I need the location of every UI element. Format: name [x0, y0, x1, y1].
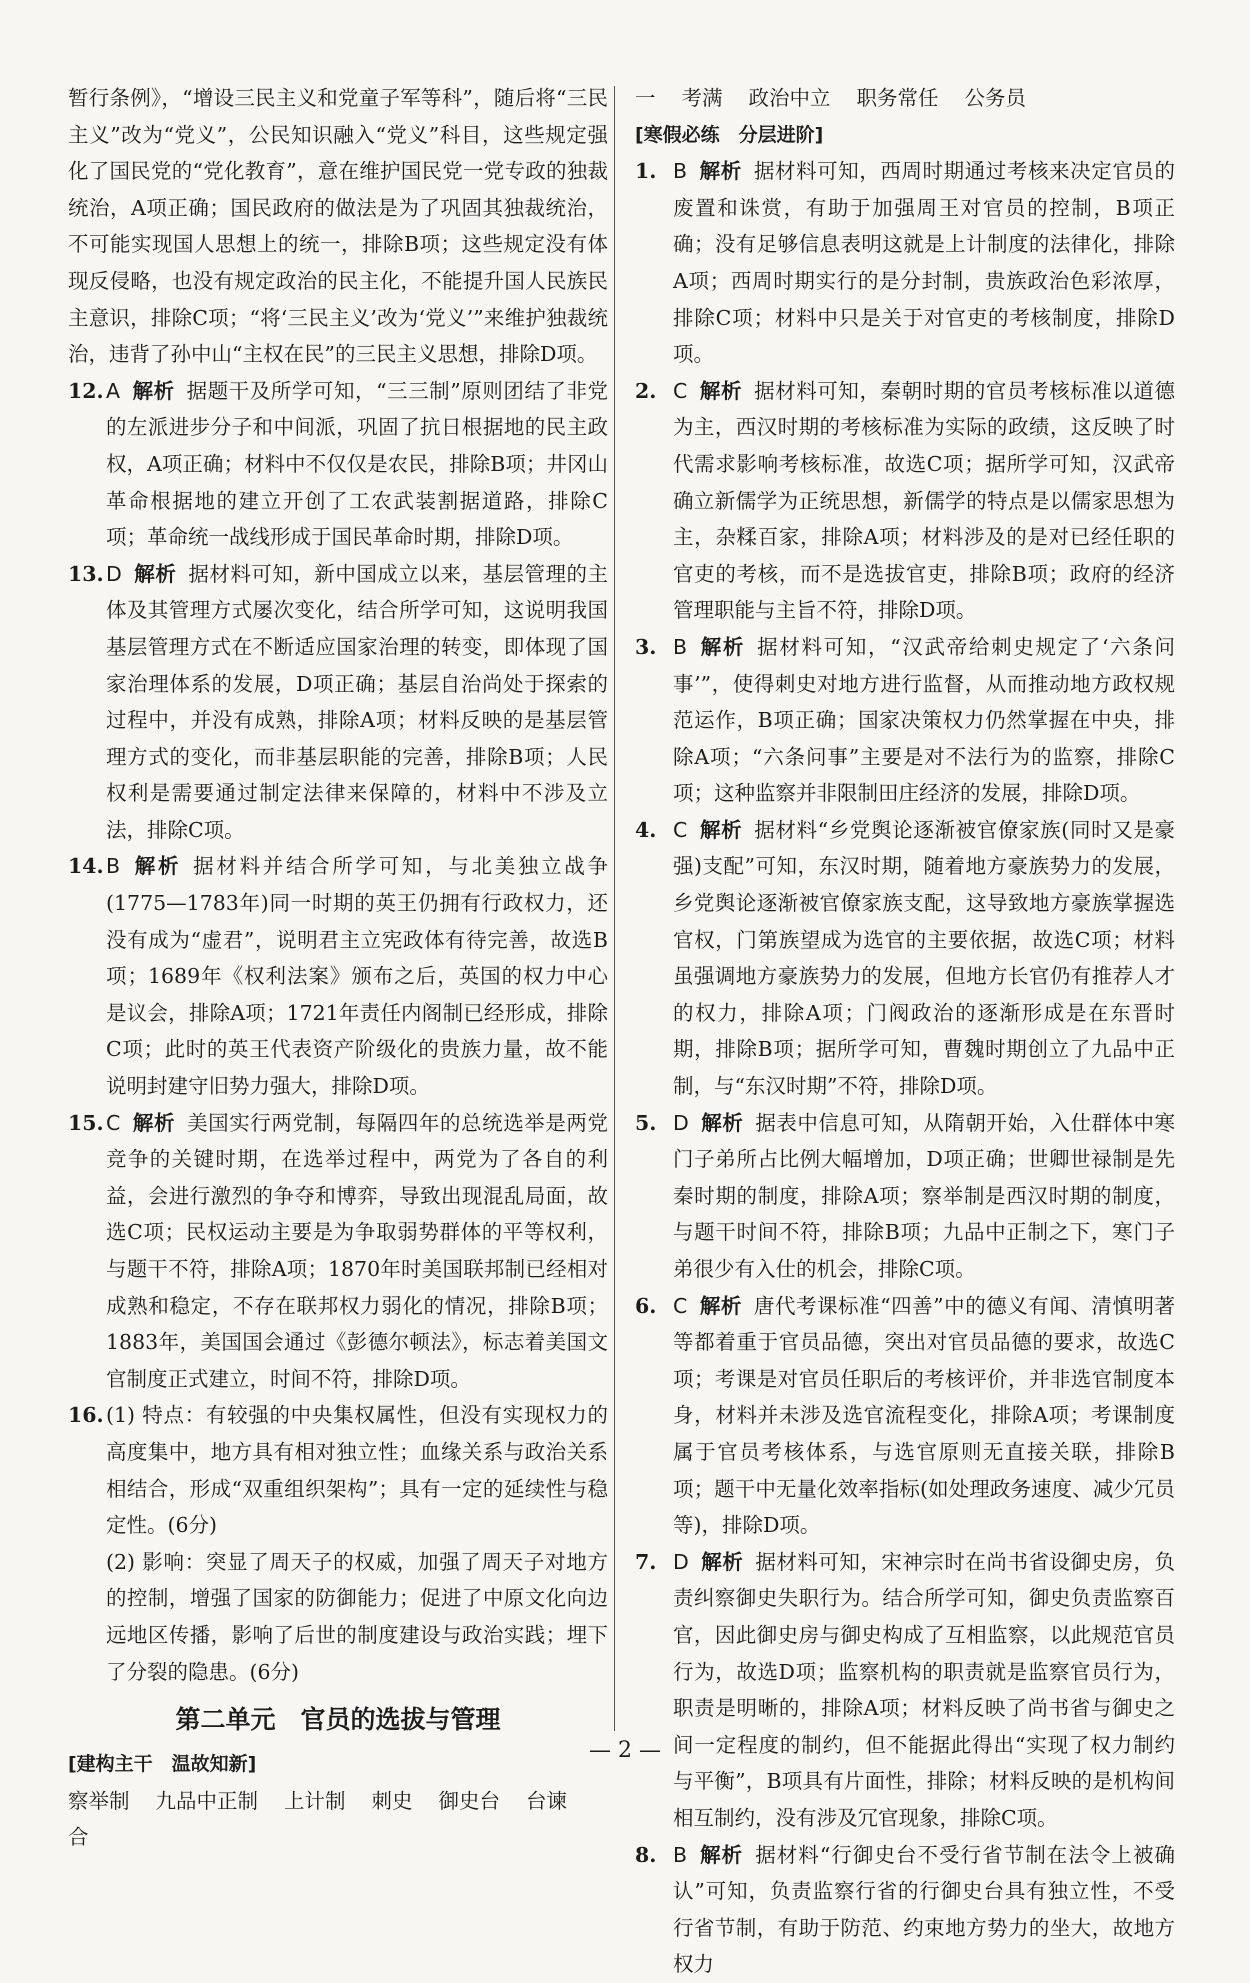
answer-letter: B: [106, 854, 121, 879]
item-number: 6.: [635, 1293, 657, 1318]
key-term: 台谏合: [68, 1788, 567, 1850]
answer-letter: B: [673, 634, 688, 659]
answer-letter: C: [106, 1110, 121, 1135]
item-number: 5.: [635, 1110, 657, 1135]
key-term: 上计制: [284, 1788, 346, 1813]
answer-item-13: [68, 556, 608, 849]
key-term: 察举制: [68, 1788, 130, 1813]
answer-letter: A: [106, 378, 121, 403]
unit-title: 第二单元 官员的选拔与管理: [175, 1705, 501, 1735]
item-number: 15.: [68, 1110, 104, 1135]
analysis-tag: 解析: [699, 634, 746, 659]
key-term: 九品中正制: [155, 1788, 258, 1813]
item-number: 3.: [635, 634, 657, 659]
item-number: 4.: [635, 817, 657, 842]
answer-letter: D: [106, 561, 122, 586]
analysis-tag: 解析: [132, 378, 175, 403]
right-column: [635, 80, 1175, 1983]
answer-item-6: [635, 1288, 1175, 1544]
analysis-tag: 解析: [133, 561, 177, 586]
analysis-text: 据材料“乡党舆论逐渐被官僚家族(同时又是豪强)支配”可知，东汉时期，随着地方豪族势力的发展，乡党舆论逐渐被官僚家族支配，这导致地方豪族掌握选官权，门第族望成为选官的主要依据，故选C项；材料虽强调地方豪族势力的发展，但地方长官仍有推荐人才的权力，排除A项；门阀政治的逐渐形成是在东晋时期，排除B项；据所学可知，曹魏时期创立了九品中正制，与“东汉时期”不符，排除D项。: [673, 817, 1175, 1099]
analysis-tag: 解析: [132, 854, 182, 879]
item-number: 14.: [68, 854, 104, 879]
analysis-text: 据材料可知，秦朝时期的官员考核标准以道德为主，西汉时期的考核标准为实际的政绩，这反映了时代需求影响考核标准，故选C项；据所学可知，汉武帝确立新儒学为正统思想，新儒学的特点是以儒家思想为主，杂糅百家，排除A项；材料涉及的是对已经任职的官吏的考核，而不是选拔官吏，排除B项；政府的经济管理职能与主旨不符，排除D项。: [673, 378, 1176, 623]
answer-item-2: [635, 373, 1175, 629]
section-heading-practice: [寒假必练 分层进阶]: [635, 123, 824, 146]
column-divider: [614, 86, 615, 1731]
analysis-tag: 解析: [699, 1293, 742, 1318]
analysis-tag: 解析: [132, 1110, 176, 1135]
item-number: 1.: [635, 159, 657, 184]
analysis-text: 据材料可知，新中国成立以来，基层管理的主体及其管理方式屡次变化，结合所学可知，这说明我国基层管理方式在不断适应国家治理的转变，即体现了国家治理体系的发展，D项正确；基层自治尚处于探索的过程中，并没有成熟，排除A项；材料反映的是基层管理方式的变化，而非基层职能的完善，排除B项；人民权利是需要通过制定法律来保障的，材料中不涉及立法，排除C项。: [106, 561, 609, 842]
analysis-tag: 解析: [699, 378, 743, 403]
key-terms-line: [68, 1783, 608, 1856]
key-term: 公务员: [964, 86, 1026, 110]
analysis-text: 据题干及所学可知，“三三制”原则团结了非党的左派进步分子和中间派，巩固了抗日根据地的民主政权，A项正确；材料中不仅仅是农民，排除B项；井冈山革命根据地的建立开创了工农武装割据道路，排除C项；革命统一战线形成于国民革命时期，排除D项。: [106, 378, 609, 550]
analysis-text: 据材料可知，宋神宗时在尚书省设御史房，负责纠察御史失职行为。结合所学可知，御史负责监察百官，因此御史房与御史构成了互相监察，以此规范官员行为，故选D项；监察机构的职责就是监察官员行为，职责是明晰的，排除A项；材料反映了尚书省与御史之间一定程度的制约，但不能据此得出“实现了权力制约与平衡”，B项具有片面性，排除；材料反映的是机构间相互制约，没有涉及冗官现象，排除C项。: [673, 1549, 1176, 1830]
answer-item-4: [635, 812, 1175, 1105]
analysis-text: 据材料并结合所学可知，与北美独立战争(1775—1783年)同一时期的英王仍拥有行政权力，还没有成为“虚君”，说明君主立宪政体有待完善，故选B项；1689年《权利法案》颁布之后，英国的权力中心是议会，排除A项；1721年责任内阁制已经形成，排除C项；此时的英王代表资产阶级化的贵族力量，故不能说明封建守旧势力强大，排除D项。: [106, 854, 609, 1099]
q16-part2: (2) 影响：突显了周天子的权威，加强了周天子对地方的控制，增强了国家的防御能力；促进了中原文化向边远地区传播，影响了后世的制度建设与政治实践；埋下了分裂的隐患。(6分): [106, 1549, 608, 1684]
item-number: 2.: [635, 378, 657, 403]
item-number: 13.: [68, 561, 104, 586]
analysis-tag: 解析: [699, 817, 743, 842]
analysis-text: 据表中信息可知，从隋朝开始，入仕群体中寒门子弟所占比例大幅增加，D项正确；世卿世禄制是先秦时期的制度，排除A项；察举制是西汉时期的制度，与题干时间不符，排除B项；九品中正制之下，寒门子弟很少有入仕的机会，排除C项。: [673, 1110, 1176, 1281]
key-term: 刺史: [371, 1788, 413, 1813]
answer-letter: B: [673, 1842, 688, 1867]
answer-letter: B: [673, 159, 688, 184]
analysis-tag: 解析: [699, 1842, 744, 1867]
item-number: 7.: [635, 1549, 657, 1574]
answer-item-3: [635, 629, 1175, 812]
page-number: — 2 —: [589, 1738, 661, 1763]
key-terms-line-continued: [635, 80, 1175, 117]
analysis-text: 据材料可知，“汉武帝给刺史规定了‘六条问事’”，使得刺史对地方进行监督，从而推动地方政权规范运作，B项正确；国家决策权力仍然掌握在中央，排除A项；“六条问事”主要是对不法行为的监察，排除C项；这种监察并非限制田庄经济的发展，排除D项。: [673, 634, 1176, 806]
key-term: 职务常任: [856, 86, 939, 110]
answer-letter: D: [673, 1110, 689, 1135]
answer-item-8: [635, 1837, 1175, 1983]
analysis-text: 据材料可知，西周时期通过考核来决定官员的废置和诛赏，有助于加强周王对官员的控制，B项正确；没有足够信息表明这就是上计制度的法律化，排除A项；西周时期实行的是分封制，贵族政治色彩浓厚，排除C项；材料中只是关于对官吏的考核制度，排除D项。: [673, 159, 1176, 367]
answer-item-5: [635, 1105, 1175, 1288]
key-term: 政治中立: [748, 86, 831, 110]
section-heading-review: [建构主干 温故知新]: [68, 1753, 257, 1776]
answer-item-7: [635, 1544, 1175, 1837]
answer-item-12: [68, 373, 608, 556]
item-number: 12.: [68, 378, 104, 403]
answer-item-1: [635, 153, 1175, 373]
analysis-text: 据材料“行御史台不受行省节制在法令上被确认”可知，负责监察行省的行御史台具有独立性，不受行省节制，有助于防范、约束地方势力的坐大，故地方权力: [673, 1842, 1176, 1977]
key-term: 一: [635, 86, 656, 110]
answer-item-16: [68, 1397, 608, 1690]
analysis-tag: 解析: [700, 1549, 744, 1574]
answer-letter: D: [673, 1549, 689, 1574]
answer-item-15: [68, 1105, 608, 1398]
item-number: 16.: [68, 1403, 104, 1428]
answer-letter: C: [673, 1293, 688, 1318]
left-column: [68, 80, 608, 1856]
analysis-text: 美国实行两党制，每隔四年的总统选举是两党竞争的关键时期，在选举过程中，两党为了各自的利益，会进行激烈的争夺和博弈，导致出现混乱局面，故选C项；民权运动主要是为争取弱势群体的平等权利，与题干不符，排除A项；1870年时美国联邦制已经相对成熟和稳定，不存在联邦权力弱化的情况，排除B项；1883年，美国国会通过《彭德尔顿法》，标志着美国文官制度正式建立，时间不符，排除D项。: [106, 1110, 609, 1391]
analysis-tag: 解析: [700, 1110, 744, 1135]
q16-part1: (1) 特点：有较强的中央集权属性，但没有实现权力的高度集中，地方具有相对独立性；血缘关系与政治关系相结合，形成“双重组织架构”；具有一定的延续性与稳定性。(6分): [106, 1403, 608, 1538]
item-number: 8.: [635, 1842, 657, 1867]
answer-letter: C: [673, 378, 688, 403]
analysis-text: 唐代考课标准“四善”中的德义有闻、清慎明著等都着重于官员品德，突出对官员品德的要求，故选C项；考课是对官员任职后的考核评价，并非选官制度本身，材料并未涉及选官流程变化，排除A项；考课制度属于官员考核体系，与选官原则无直接关联，排除B项；题干中无量化效率指标(如处理政务速度、减少冗员等)，排除D项。: [673, 1293, 1175, 1538]
continued-paragraph: 暂行条例》，“增设三民主义和党童子军等科”，随后将“三民主义”改为“党义”，公民知识融入“党义”科目，这些规定强化了国民党的“党化教育”，意在维护国民党一党专政的独裁统治，A项正确；国民政府的做法是为了巩固其独裁统治，不可能实现国人思想上的统一，排除B项；这些规定没有体现反侵略，也没有规定政治的民主化，不能提升国人民族民主意识，排除C项；“将‘三民主义’改为‘党义’”来维护独裁统治，违背了孙中山“主权在民”的三民主义思想，排除D项。: [68, 86, 608, 367]
analysis-tag: 解析: [699, 159, 742, 184]
answer-letter: C: [673, 817, 688, 842]
key-term: 考满: [681, 86, 723, 110]
answer-item-14: [68, 848, 608, 1104]
key-term: 御史台: [438, 1788, 500, 1813]
